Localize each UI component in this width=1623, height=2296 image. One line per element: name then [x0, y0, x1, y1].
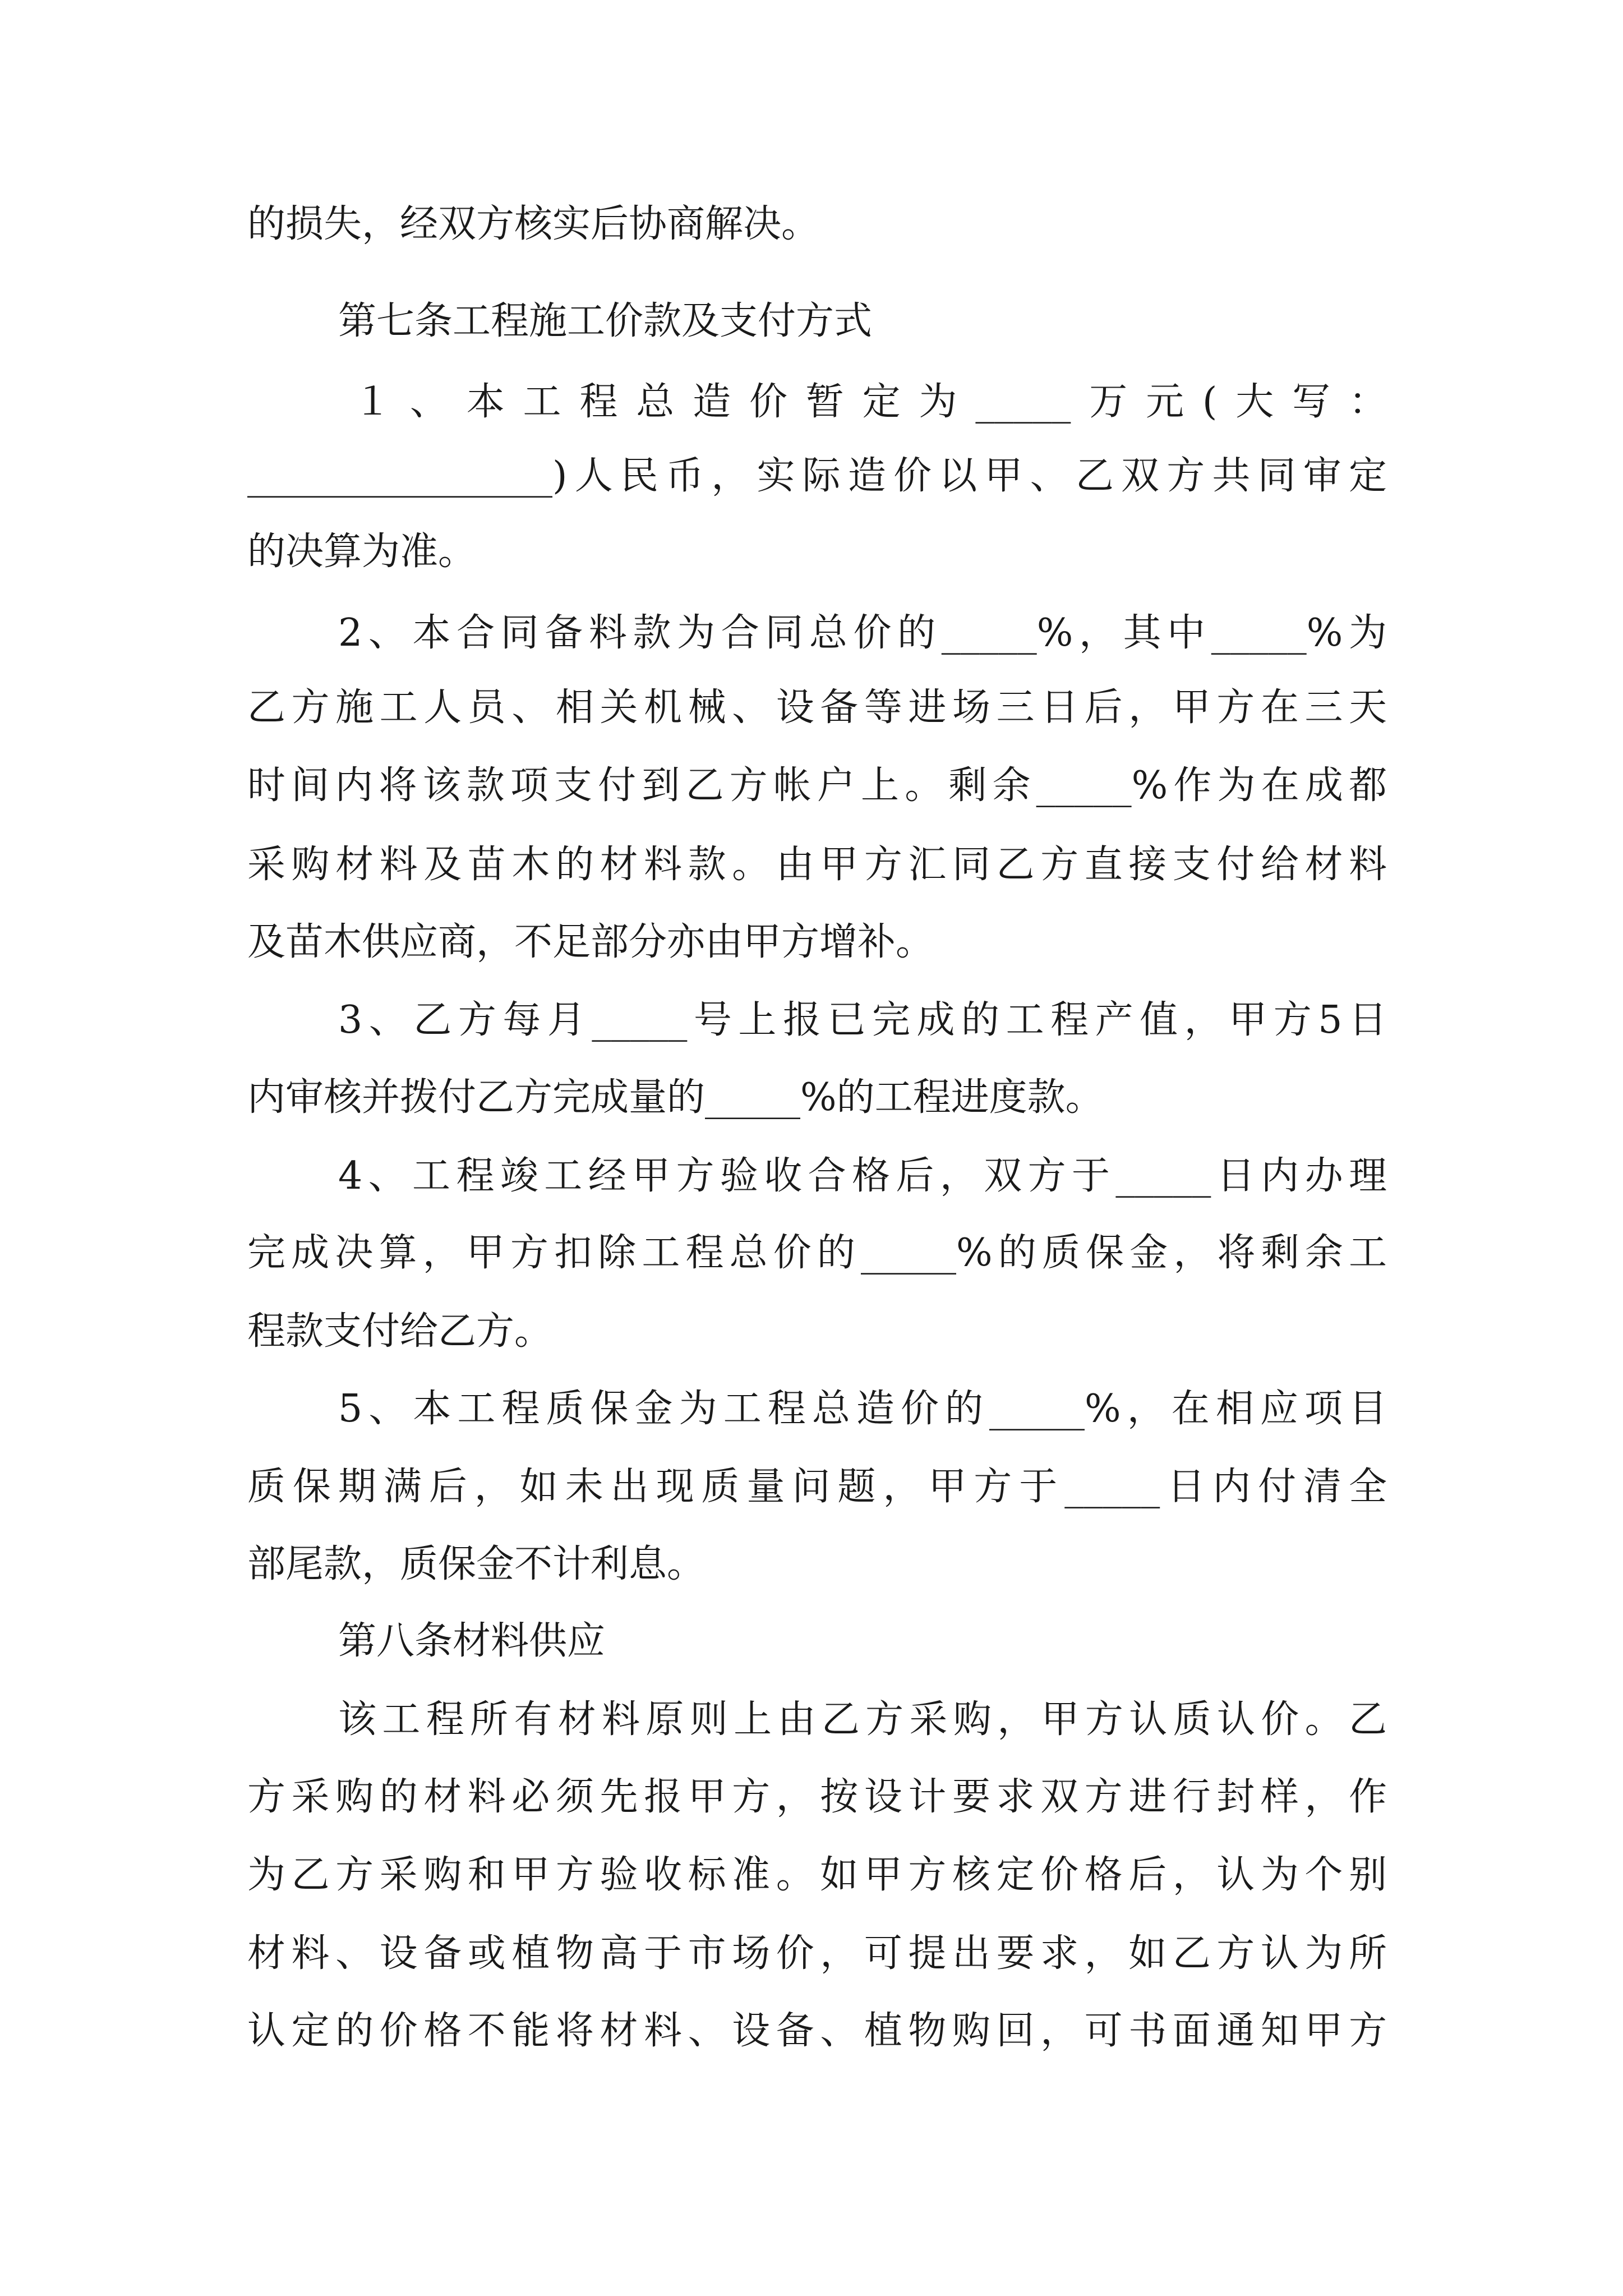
text-line: 程款支付给乙方。	[247, 1309, 553, 1354]
text-line: 3、乙方每月_____号上报已完成的工程产值，甲方5日	[338, 998, 1387, 1042]
text-line: 质保期满后，如未出现质量问题，甲方于_____日内付清全	[247, 1465, 1387, 1509]
text-line: 乙方施工人员、相关机械、设备等进场三日后，甲方在三天	[247, 685, 1387, 730]
text-line: 的决算为准。	[247, 530, 477, 574]
text-line: 的损失，经双方核实后协商解决。	[247, 202, 820, 246]
text-line: 该工程所有材料原则上由乙方采购，甲方认质认价。乙	[338, 1697, 1387, 1742]
text-line: 采购材料及苗木的材料款。由甲方汇同乙方直接支付给材料	[247, 843, 1387, 887]
text-line: 为乙方采购和甲方验收标准。如甲方核定价格后，认为个别	[247, 1853, 1387, 1897]
text-line: １、本工程总造价暂定为_____万元(大写：	[353, 380, 1387, 424]
text-line: 部尾款，质保金不计利息。	[247, 1542, 706, 1586]
text-line: 5、本工程质保金为工程总造价的_____%，在相应项目	[338, 1387, 1387, 1431]
text-line: 内审核并拨付乙方完成量的_____%的工程进度款。	[247, 1075, 1104, 1120]
section-heading: 第七条工程施工价款及支付方式	[338, 299, 873, 343]
text-line: 及苗木供应商，不足部分亦由甲方增补。	[247, 920, 934, 964]
text-line: 认定的价格不能将材料、设备、植物购回，可书面通知甲方	[247, 2009, 1387, 2053]
text-line: 2、本合同备料款为合同总价的_____%，其中_____%为	[338, 611, 1387, 655]
text-line: 时间内将该款项支付到乙方帐户上。剩余_____%作为在成都	[247, 763, 1387, 808]
text-line: 材料、设备或植物高于市场价，可提出要求，如乙方认为所	[247, 1931, 1387, 1976]
text-line: ________________)人民币，实际造价以甲、乙双方共同审定	[247, 454, 1387, 498]
text-line: 4、工程竣工经甲方验收合格后，双方于_____日内办理	[338, 1154, 1387, 1198]
text-line: 完成决算，甲方扣除工程总价的_____%的质保金，将剩余工	[247, 1231, 1387, 1275]
section-heading: 第八条材料供应	[338, 1619, 606, 1663]
text-line: 方采购的材料必须先报甲方，按设计要求双方进行封样，作	[247, 1775, 1387, 1819]
